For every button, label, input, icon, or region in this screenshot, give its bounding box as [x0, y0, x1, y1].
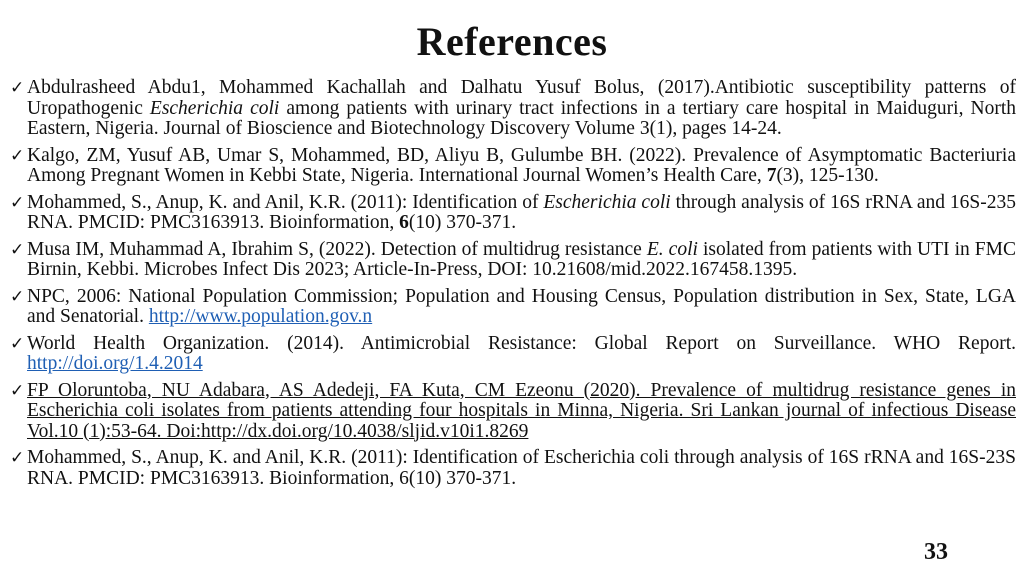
checkmark-icon: ✓: [10, 239, 25, 260]
checkmark-icon: ✓: [10, 333, 25, 354]
reference-item: ✓ Abdulrasheed Abdu1, Mohammed Kachallah and Dalhatu Yusuf Bolus, (2017).Antibiotic susceptibility patterns of Uropathogenic Escherichia coli among patients with urinary tract infections in a tertiary care hospital in Maiduguri, North Eastern, Nigeria. Journal of Bioscience and Biotechnology Discovery Volume 3(1), pages 14-24.: [10, 77, 1016, 139]
reference-list: [10, 78, 1016, 495]
checkmark-icon: ✓: [10, 448, 25, 468]
checkmark-icon: ✓: [10, 286, 25, 307]
doi-link[interactable]: http://doi.org/1.4.2014: [27, 353, 203, 374]
reference-item: ✓ Musa IM, Muhammad A, Ibrahim S, (2022). Detection of multidrug resistance E. coli isolated from patients with UTI in FMC Birnin, Kebbi. Microbes Infect Dis 2023; Article-In-Press, DOI: 10.21608/mid.2022.167458.1395.: [10, 238, 1016, 280]
reference-item: ✓ World Health Organization. (2014). Antimicrobial Resistance: Global Report on Surveillance. WHO Report. http://doi.org/1.4.2014: [10, 332, 1016, 374]
reference-item: ✓ FP Oloruntoba, NU Adabara, AS Adedeji, FA Kuta, CM Ezeonu (2020). Prevalence of multidrug resistance genes in Escherichia coli isolates from patients attending four hospitals in Minna, Nigeria. Sri Lankan journal of infectious Disease Vol.10 (1):53-64. Doi:http://dx.doi.org/10.4038/sljid.v10i1.8269: [10, 379, 1016, 442]
page-number: 33: [924, 539, 948, 565]
reference-item: ✓ Mohammed, S., Anup, K. and Anil, K.R. (2011): Identification of Escherichia coli through analysis of 16S rRNA and 16S-23S RNA. PMCID: PMC3163913. Bioinformation, 6(10) 370-371.: [10, 447, 1016, 489]
checkmark-icon: ✓: [10, 78, 25, 98]
checkmark-icon: ✓: [10, 380, 25, 401]
reference-item: ✓ Kalgo, ZM, Yusuf AB, Umar S, Mohammed, BD, Aliyu B, Gulumbe BH. (2022). Prevalence of Asymptomatic Bacteriuria Among Pregnant Women in Kebbi State, Nigeria. International Journal Women’s Health Care, 7(3), 125-130.: [10, 144, 1016, 186]
reference-item: ✓ NPC, 2006: National Population Commission; Population and Housing Census, Population distribution in Sex, State, LGA and Senatorial. http://www.population.gov.n: [10, 285, 1016, 327]
page-title: References: [416, 19, 608, 64]
checkmark-icon: ✓: [10, 192, 25, 213]
population-link[interactable]: http://www.population.gov.n: [148, 306, 373, 327]
reference-item: ✓ Mohammed, S., Anup, K. and Anil, K.R. (2011): Identification of Escherichia coli through analysis of 16S rRNA and 16S-235 RNA. PMCID: PMC3163913. Bioinformation, 6(10) 370-371.: [10, 191, 1016, 233]
checkmark-icon: ✓: [10, 145, 25, 166]
